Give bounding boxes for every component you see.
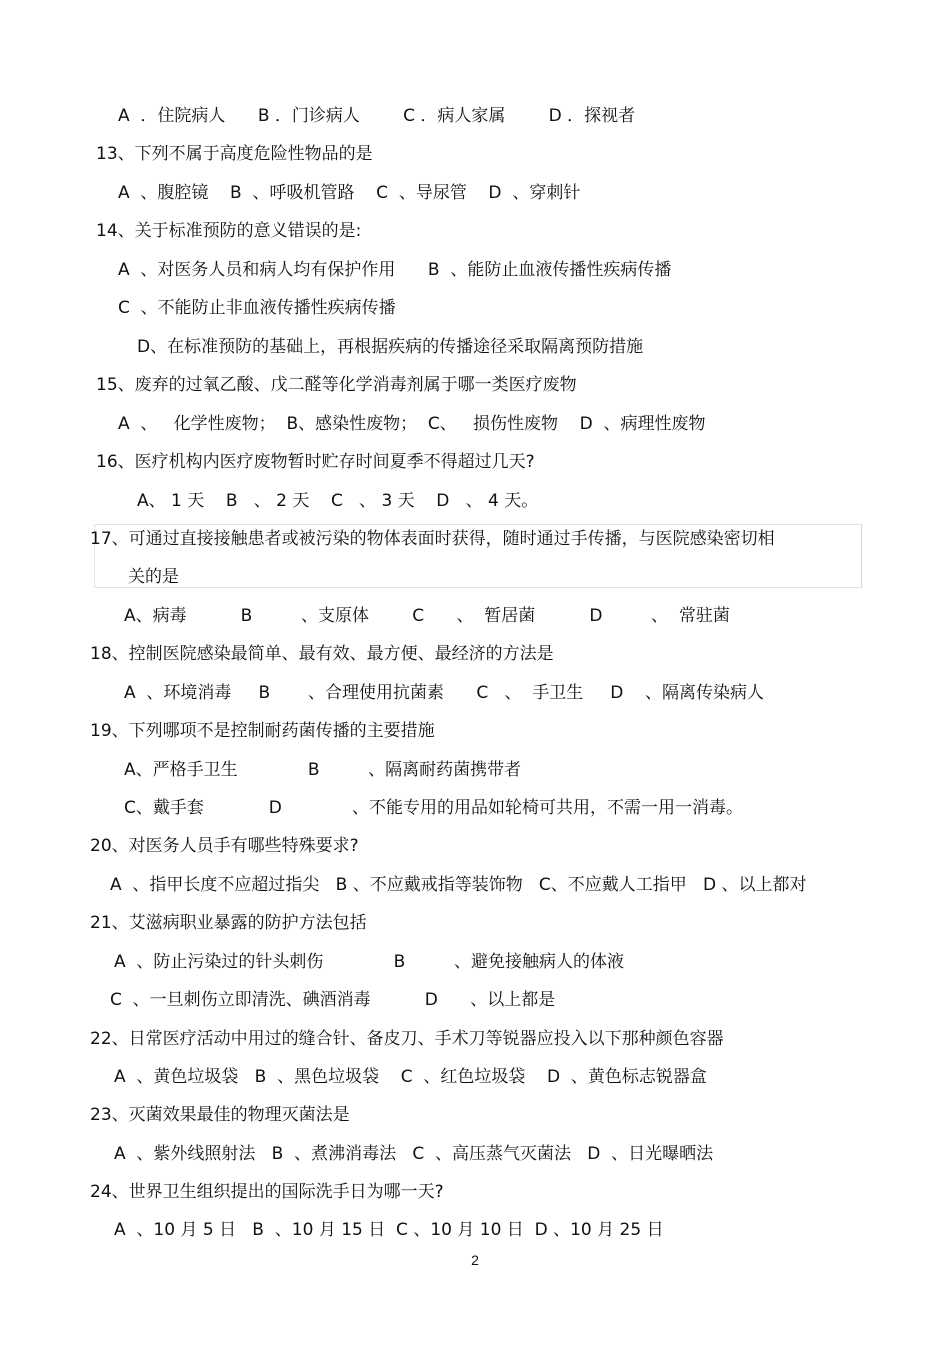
q17-stem-line1: 17、可通过直接接触患者或被污染的物体表面时获得，随时通过手传播，与医院感染密切相 bbox=[90, 529, 775, 549]
q22-stem: 22、日常医疗活动中用过的缝合针、备皮刀、手术刀等锐器应投入以下那种颜色容器 bbox=[90, 1029, 724, 1049]
page-number: 2 bbox=[471, 1252, 479, 1268]
q19-options-cd: C、戴手套 D 、不能专用的用品如轮椅可共用，不需一用一消毒。 bbox=[124, 798, 744, 818]
q18-options: A 、环境消毒 B 、合理使用抗菌素 C 、 手卫生 D 、隔离传染病人 bbox=[124, 683, 764, 703]
q14-option-c: C 、不能防止非血液传播性疾病传播 bbox=[118, 298, 396, 318]
q15-stem: 15、废弃的过氧乙酸、戊二醛等化学消毒剂属于哪一类医疗废物 bbox=[96, 375, 577, 395]
q15-options: A 、 化学性废物； B、感染性废物； C、 损伤性废物 D 、病理性废物 bbox=[118, 414, 706, 434]
q24-options: A 、10 月 5 日 B 、10 月 15 日 C 、10 月 10 日 D 、10 月 25 日 bbox=[114, 1220, 664, 1240]
q19-stem: 19、下列哪项不是控制耐药菌传播的主要措施 bbox=[90, 721, 435, 741]
q23-stem: 23、灭菌效果最佳的物理灭菌法是 bbox=[90, 1105, 350, 1125]
q13-stem: 13、下列不属于高度危险性物品的是 bbox=[96, 144, 373, 164]
q24-stem: 24、世界卫生组织提出的国际洗手日为哪一天? bbox=[90, 1182, 444, 1202]
q20-options: A 、指甲长度不应超过指尖 B 、不应戴戒指等装饰物 C、不应戴人工指甲 D 、以上都对 bbox=[110, 875, 807, 895]
q17-options: A、病毒 B 、支原体 C 、 暂居菌 D 、 常驻菌 bbox=[124, 606, 730, 626]
q21-stem: 21、艾滋病职业暴露的防护方法包括 bbox=[90, 913, 367, 933]
q20-stem: 20、对医务人员手有哪些特殊要求? bbox=[90, 836, 359, 856]
q16-stem: 16、医疗机构内医疗废物暂时贮存时间夏季不得超过几天? bbox=[96, 452, 535, 472]
q14-stem: 14、关于标准预防的意义错误的是: bbox=[96, 221, 362, 241]
q13-options: A 、腹腔镜 B 、呼吸机管路 C 、导尿管 D 、穿刺针 bbox=[118, 183, 581, 203]
q18-stem: 18、控制医院感染最简单、最有效、最方便、最经济的方法是 bbox=[90, 644, 554, 664]
q16-options: A、 1 天 B 、 2 天 C 、 3 天 D 、 4 天。 bbox=[137, 491, 539, 511]
q12-options: A ．住院病人 B ．门诊病人 C ．病人家属 D ．探视者 bbox=[118, 106, 636, 126]
q14-option-d: D、在标准预防的基础上，再根据疾病的传播途径采取隔离预防措施 bbox=[137, 337, 644, 357]
q21-options-cd: C 、一旦刺伤立即清洗、碘酒消毒 D 、以上都是 bbox=[110, 990, 556, 1010]
q21-options-ab: A 、防止污染过的针头刺伤 B 、避免接触病人的体液 bbox=[114, 952, 624, 972]
q19-options-ab: A、严格手卫生 B 、隔离耐药菌携带者 bbox=[124, 760, 522, 780]
q23-options: A 、紫外线照射法 B 、煮沸消毒法 C 、高压蒸气灭菌法 D 、日光曝晒法 bbox=[114, 1144, 714, 1164]
q22-options: A 、黄色垃圾袋 B 、黑色垃圾袋 C 、红色垃圾袋 D 、黄色标志锐器盒 bbox=[114, 1067, 707, 1087]
q14-options-ab: A 、对医务人员和病人均有保护作用 B 、能防止血液传播性疾病传播 bbox=[118, 260, 672, 280]
q17-stem-line2: 关的是 bbox=[128, 567, 179, 587]
